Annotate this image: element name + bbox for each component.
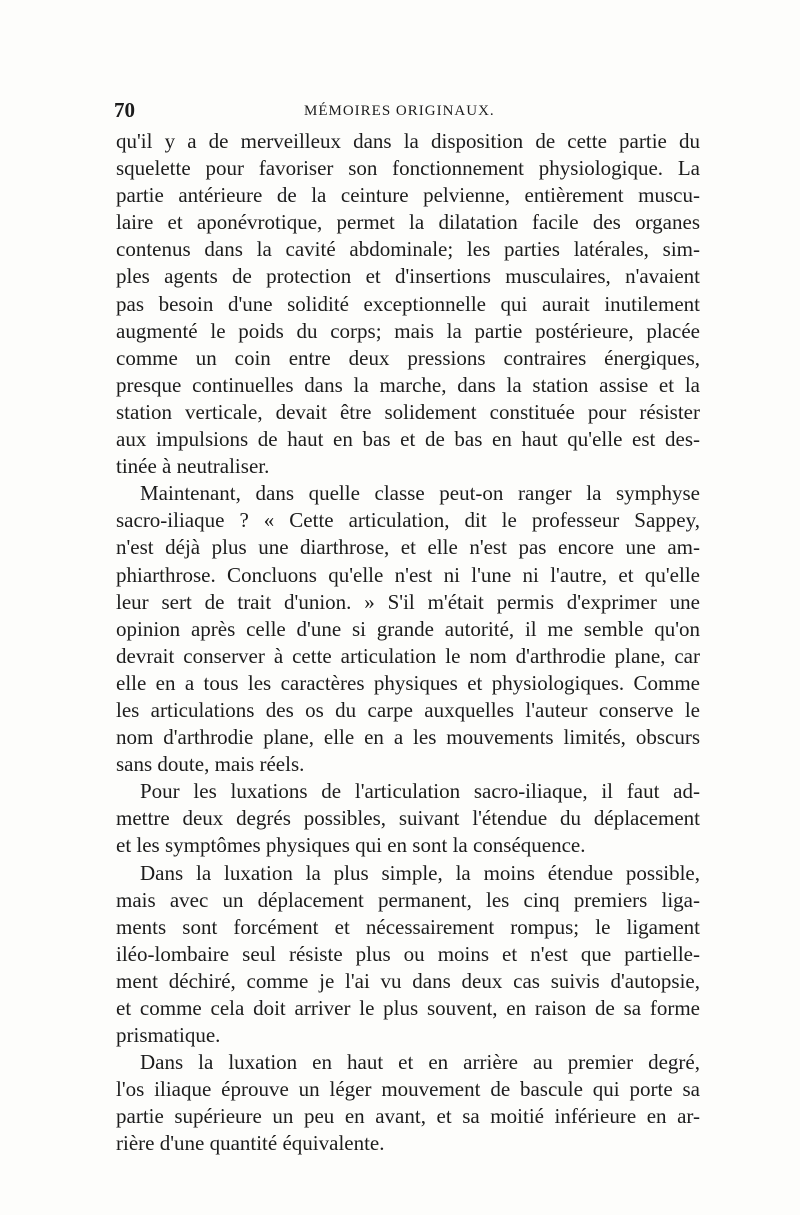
- text-line: et les symptômes physiques qui en sont la conséquence.: [116, 833, 586, 858]
- text-line: comme un coin entre deux pressions contraires énergiques,: [116, 345, 700, 370]
- text-line: sans doute, mais réels.: [116, 752, 305, 777]
- text-line: Dans la luxation la plus simple, la moins étendue possible,: [140, 860, 700, 885]
- text-line: partie antérieure de la ceinture pelvienne, entièrement muscu-: [116, 183, 700, 208]
- text-line: ples agents de protection et d'insertions musculaires, n'avaient: [116, 264, 700, 289]
- text-line: et comme cela doit arriver le plus souvent, en raison de sa forme: [116, 996, 700, 1020]
- text-line: nom d'arthrodie plane, elle en a les mouvements limités, obscurs: [116, 725, 700, 750]
- text-line: l'os iliaque éprouve un léger mouvement de bascule qui porte sa: [116, 1077, 700, 1102]
- text-line: partie supérieure un peu en avant, et sa moitié inférieure en ar-: [116, 1104, 700, 1129]
- text-line: Pour les luxations de l'articulation sacro-iliaque, il faut ad-: [140, 779, 700, 804]
- text-line: devrait conserver à cette articulation le nom d'arthrodie plane, car: [116, 643, 700, 668]
- text-line: station verticale, devait être solidement constituée pour résister: [116, 399, 700, 424]
- text-line: mettre deux degrés possibles, suivant l'étendue du déplacement: [116, 806, 700, 831]
- text-line: rière d'une quantité équivalente.: [116, 1131, 385, 1156]
- body-text: [116, 128, 700, 1158]
- page-number: 70: [114, 98, 135, 122]
- text-line: sacro-iliaque ? « Cette articulation, dit le professeur Sappey,: [116, 508, 700, 533]
- text-line: leur sert de trait d'union. » S'il m'était permis d'exprimer une: [116, 589, 700, 614]
- text-line: mais avec un déplacement permanent, les cinq premiers liga-: [116, 887, 700, 912]
- text-line: iléo-lombaire seul résiste plus ou moins et n'est que partielle-: [116, 941, 700, 966]
- text-line: squelette pour favoriser son fonctionnement physiologique. La: [116, 156, 700, 181]
- text-line: Maintenant, dans quelle classe peut-on ranger la symphyse: [140, 481, 700, 506]
- text-line: qu'il y a de merveilleux dans la disposition de cette partie du: [116, 129, 700, 153]
- text-line: les articulations des os du carpe auxquelles l'auteur conserve le: [116, 697, 700, 722]
- text-line: contenus dans la cavité abdominale; les parties latérales, sim-: [116, 237, 700, 262]
- text-line: pas besoin d'une solidité exceptionnelle qui aurait inutilement: [116, 291, 700, 316]
- text-line: ments sont forcément et nécessairement rompus; le ligament: [116, 914, 700, 939]
- text-line: ment déchiré, comme je l'ai vu dans deux cas suivis d'autopsie,: [116, 968, 700, 993]
- text-line: presque continuelles dans la marche, dans la station assise et la: [116, 372, 700, 397]
- text-line: n'est déjà plus une diarthrose, et elle n'est pas encore une am-: [116, 535, 700, 560]
- running-title: MÉMOIRES ORIGINAUX.: [304, 103, 495, 119]
- text-line: opinion après celle d'une si grande autorité, il me semble qu'on: [116, 616, 700, 641]
- text-line: Dans la luxation en haut et en arrière au premier degré,: [140, 1050, 700, 1075]
- text-line: aux impulsions de haut en bas et de bas en haut qu'elle est des-: [116, 427, 700, 452]
- text-line: phiarthrose. Concluons qu'elle n'est ni l'une ni l'autre, et qu'elle: [116, 562, 700, 587]
- text-line: prismatique.: [116, 1023, 221, 1048]
- text-line: elle en a tous les caractères physiques et physiologiques. Comme: [116, 670, 700, 695]
- page-header: [114, 98, 700, 126]
- text-line: augmenté le poids du corps; mais la partie postérieure, placée: [116, 318, 700, 343]
- text-line: tinée à neutraliser.: [116, 454, 270, 479]
- text-line: laire et aponévrotique, permet la dilatation facile des organes: [116, 210, 700, 235]
